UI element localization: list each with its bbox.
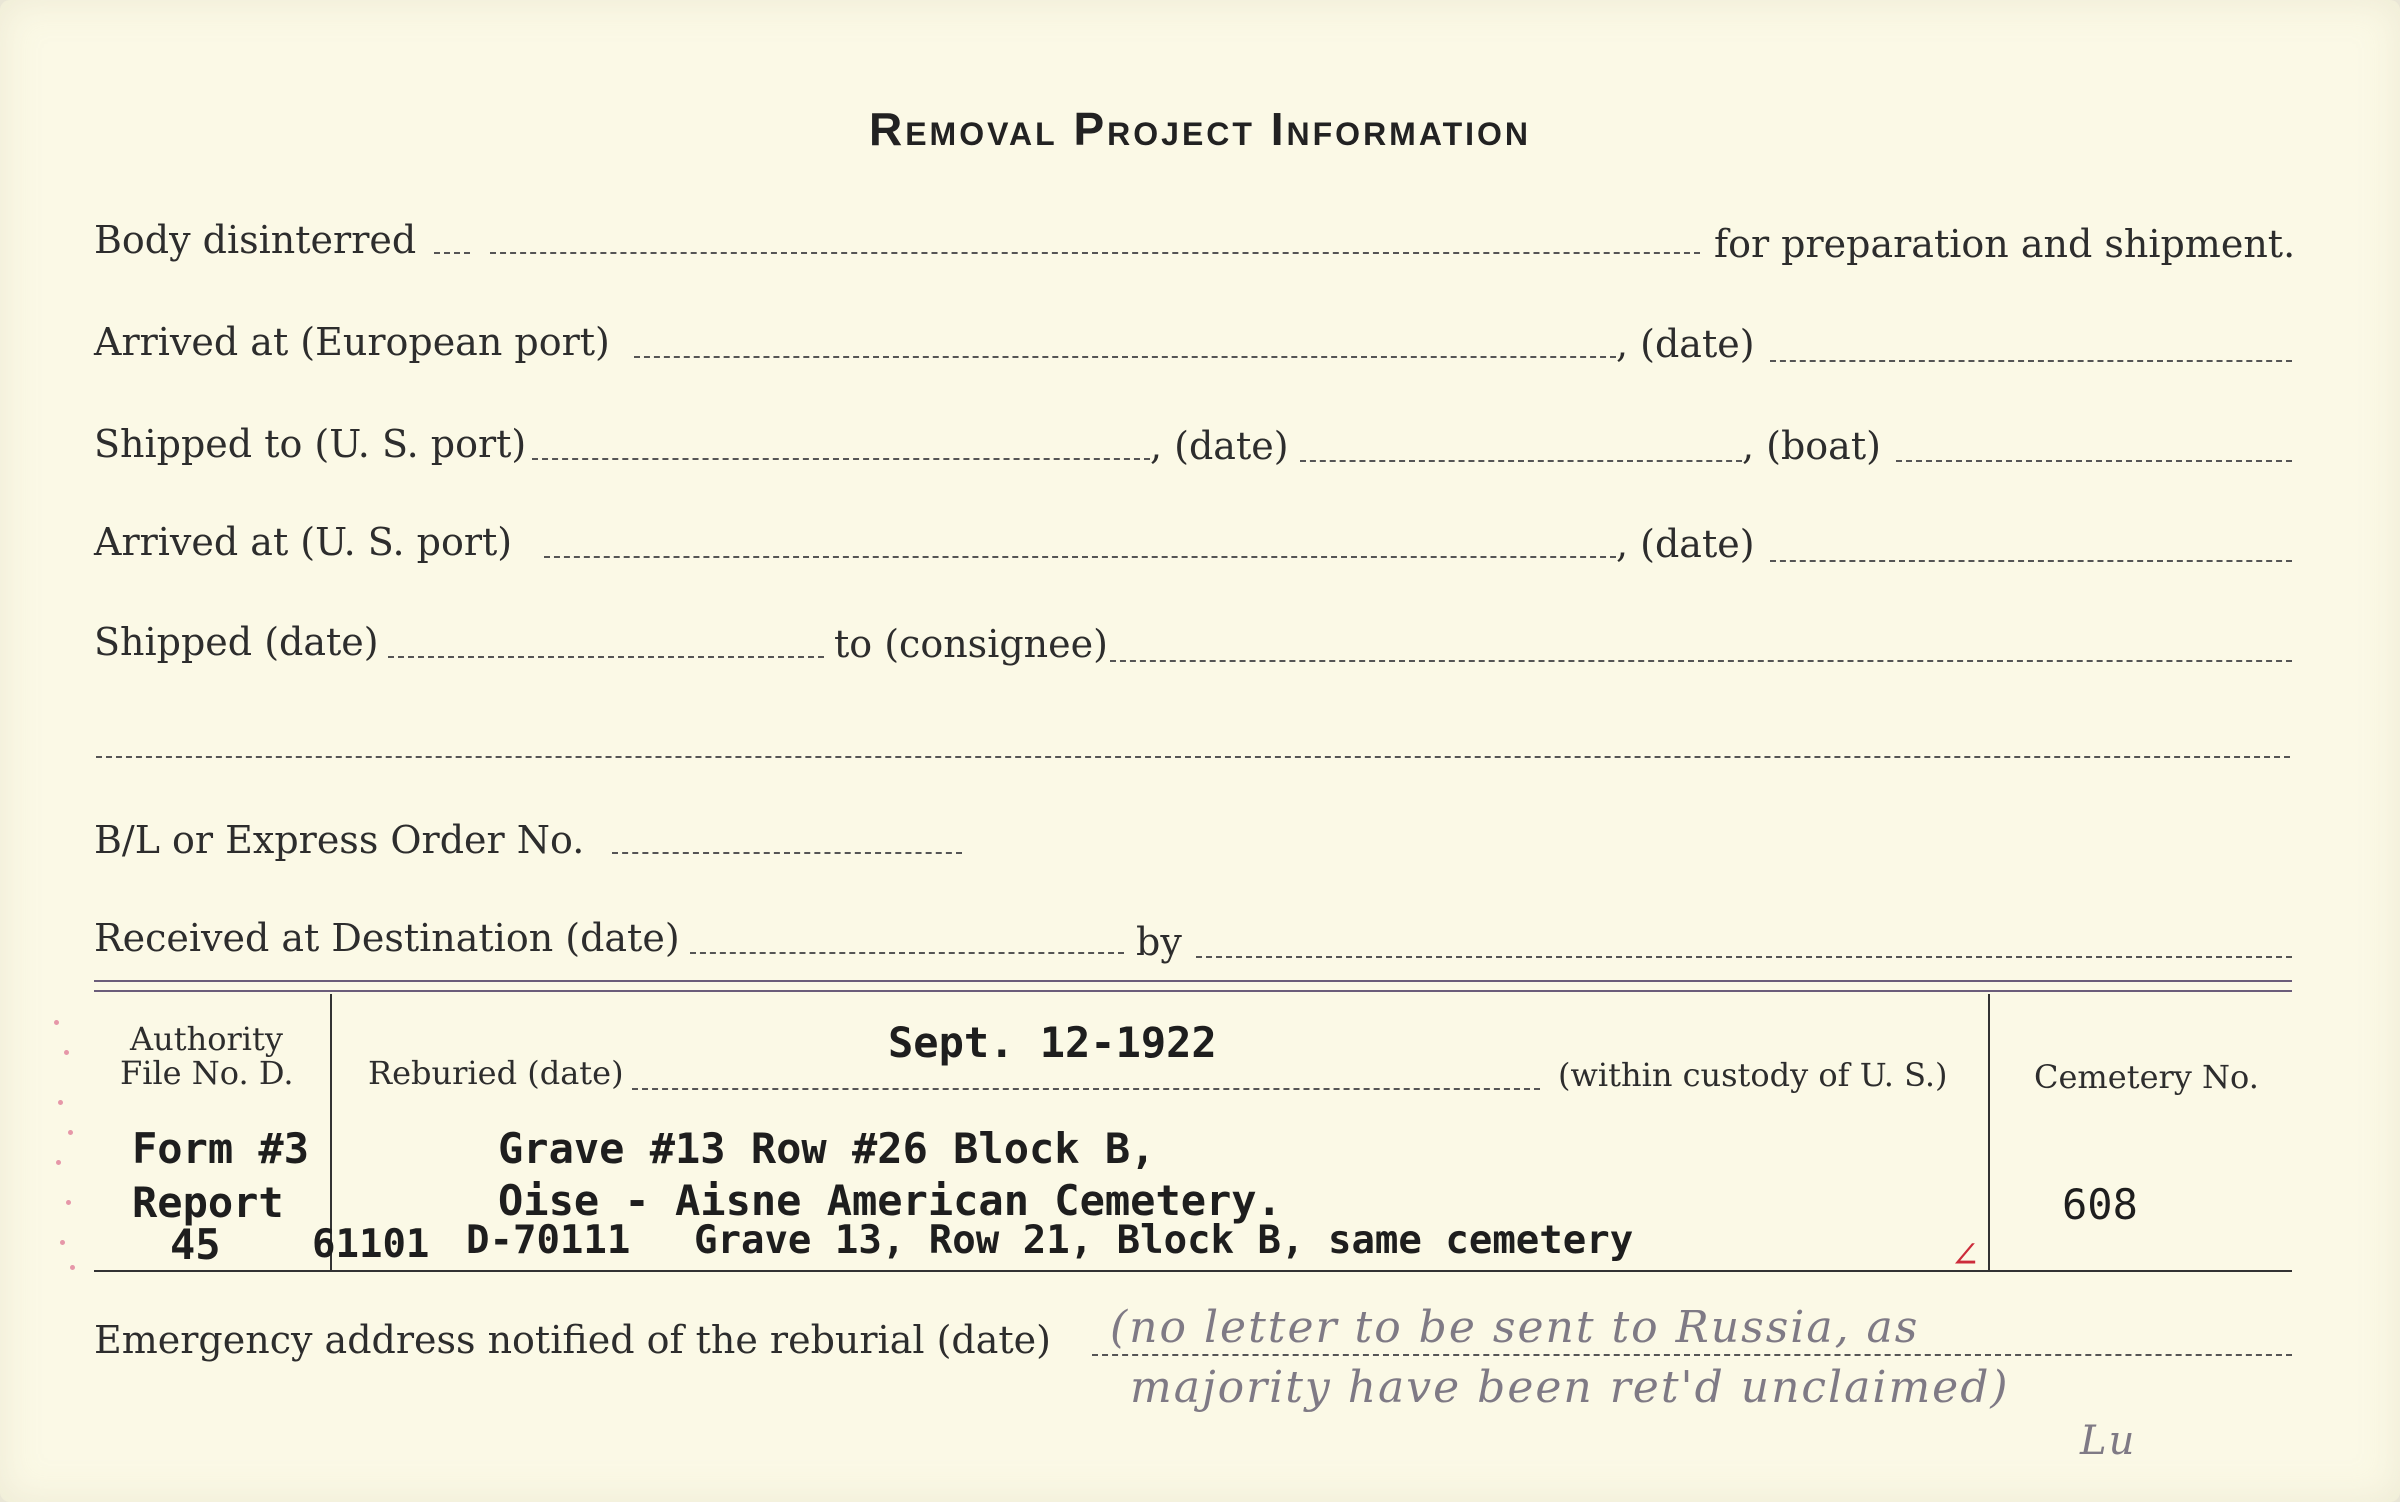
arrived-european-port-label: Arrived at (European port) xyxy=(94,320,610,364)
european-port-line xyxy=(634,356,1616,358)
box-divider-right xyxy=(1988,994,1990,1270)
shipped-us-port-label: Shipped to (U. S. port) xyxy=(94,422,527,466)
bl-order-label: B/L or Express Order No. xyxy=(94,818,585,862)
stamp-marks xyxy=(50,1010,80,1280)
reburied-date-line xyxy=(632,1088,1540,1090)
body-disinterred-line-b xyxy=(490,252,1700,254)
shipped-date-line xyxy=(1300,460,1742,462)
cemetery-number-value: 608 xyxy=(2062,1180,2138,1229)
handwritten-note-line2: majority have been ret'd unclaimed) xyxy=(1130,1362,2010,1413)
authority-label: Authority xyxy=(130,1020,283,1058)
grave-location-value: Grave #13 Row #26 Block B, xyxy=(498,1124,1156,1173)
correction-value: Grave 13, Row 21, Block B, same cemetery xyxy=(694,1218,1634,1263)
report-label-value: Report xyxy=(132,1178,284,1227)
shipped-date2-line xyxy=(388,656,824,658)
shipped-date2-label: Shipped (date) xyxy=(94,620,379,664)
handwritten-note-line1: (no letter to be sent to Russia, as xyxy=(1110,1302,1920,1353)
body-disinterred-line-a xyxy=(434,252,470,254)
preparation-shipment-label: for preparation and shipment. xyxy=(1714,222,2296,266)
boat-line xyxy=(1896,460,2292,462)
form-number-value: Form #3 xyxy=(132,1124,310,1173)
consignee-label: to (consignee) xyxy=(834,622,1108,666)
body-disinterred-label: Body disinterred xyxy=(94,218,417,262)
box-top-rule-2 xyxy=(94,990,2292,992)
by-label: by xyxy=(1136,920,1182,964)
arrived-us-port-label: Arrived at (U. S. port) xyxy=(94,520,513,564)
d-number-value: D-70111 xyxy=(466,1218,631,1263)
european-date-label: , (date) xyxy=(1616,322,1755,366)
shipped-date-label: , (date) xyxy=(1150,424,1289,468)
file-number-value: 61101 xyxy=(312,1222,430,1267)
page-title: Removal Project Information xyxy=(868,103,1532,155)
arrived-us-date-line xyxy=(1770,560,2292,562)
received-destination-label: Received at Destination (date) xyxy=(94,916,680,960)
custody-label: (within custody of U. S.) xyxy=(1558,1056,1948,1094)
handwritten-initials: Lu xyxy=(2080,1418,2137,1464)
european-date-line xyxy=(1770,360,2292,362)
reburied-date-value: Sept. 12-1922 xyxy=(888,1018,1217,1067)
boat-label: , (boat) xyxy=(1742,424,1881,468)
arrived-us-port-line xyxy=(544,556,1616,558)
check-mark: ∠ xyxy=(1950,1235,1981,1276)
consignee-line xyxy=(1110,660,2292,662)
bl-order-line xyxy=(612,852,962,854)
emergency-date-line xyxy=(1092,1354,2292,1356)
emergency-address-label: Emergency address notified of the reburial (date) xyxy=(94,1318,1051,1362)
continuation-line xyxy=(96,756,2290,758)
received-date-line xyxy=(690,952,1124,954)
arrived-us-date-label: , (date) xyxy=(1616,522,1755,566)
cemetery-name-value: Oise - Aisne American Cemetery. xyxy=(498,1176,1282,1225)
us-port-line xyxy=(532,458,1150,460)
file-no-label: File No. D. xyxy=(120,1054,294,1092)
reburied-date-label: Reburied (date) xyxy=(368,1054,624,1092)
by-line xyxy=(1196,956,2292,958)
report-number-value: 45 xyxy=(170,1220,221,1269)
box-top-rule-1 xyxy=(94,980,2292,982)
cemetery-no-label: Cemetery No. xyxy=(2034,1058,2259,1096)
